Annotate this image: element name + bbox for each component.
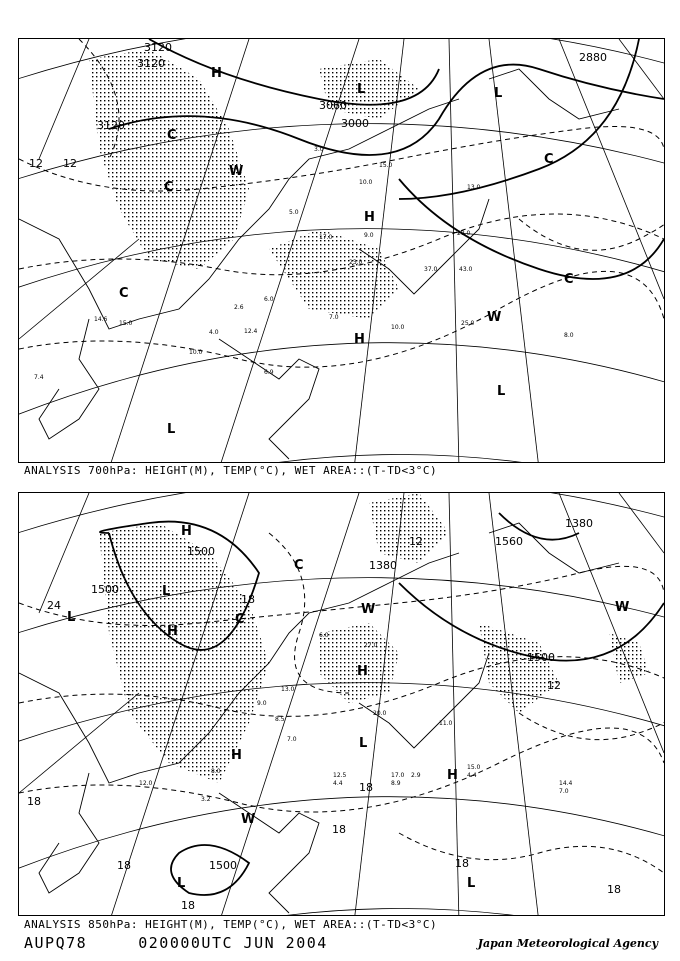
- station-value: 4.4: [467, 772, 477, 779]
- station-value: 27.0: [364, 642, 378, 649]
- station-value: 43.0: [459, 266, 473, 273]
- high-marker: H: [167, 624, 178, 639]
- station-value: 14.6: [94, 316, 108, 323]
- contour-label: 1380: [369, 559, 397, 572]
- map-700hpa: [19, 39, 664, 462]
- station-value: 4.0: [209, 329, 219, 336]
- station-value: 15.0: [467, 764, 481, 771]
- contour-label: 3120: [144, 41, 172, 54]
- warm-marker: W: [615, 600, 630, 615]
- contour-label: 1500: [187, 545, 215, 558]
- station-value: 8.0: [211, 768, 221, 775]
- station-value: 12.0: [139, 780, 153, 787]
- warm-marker: W: [229, 164, 244, 179]
- station-value: 9.0: [364, 232, 374, 239]
- high-marker: H: [354, 332, 365, 347]
- low-marker: L: [67, 610, 76, 625]
- low-marker: L: [467, 876, 476, 891]
- station-value: 11.0: [439, 720, 453, 727]
- cold-marker: C: [164, 180, 174, 195]
- product-header: [24, 934, 328, 952]
- station-value: 37.0: [424, 266, 438, 273]
- station-value: 17.0: [319, 234, 333, 241]
- contour-label: 18: [241, 593, 255, 606]
- contour-label: 1500: [91, 583, 119, 596]
- contour-label: 2880: [579, 51, 607, 64]
- contour-label: 12: [63, 157, 77, 170]
- station-value: 4.4: [333, 780, 343, 787]
- station-value: 25.0: [461, 320, 475, 327]
- high-marker: H: [357, 664, 368, 679]
- contour-label: 18: [117, 859, 131, 872]
- low-marker: L: [177, 876, 186, 891]
- chart-panel-850hpa: [18, 492, 665, 916]
- low-marker: L: [357, 82, 366, 97]
- cold-marker: C: [119, 286, 129, 301]
- station-value: 6.9: [264, 369, 274, 376]
- caption-700hpa: ANALYSIS 700hPa: HEIGHT(M), TEMP(°C), WET AREA::(T-TD<3°C): [24, 464, 438, 477]
- map-850hpa: [19, 493, 664, 915]
- station-value: 15.0: [119, 320, 133, 327]
- low-marker: L: [162, 584, 171, 599]
- contour-label: 1500: [209, 859, 237, 872]
- station-value: 20.0: [373, 710, 387, 717]
- station-value: 28.0: [457, 230, 471, 237]
- contour-label: 12: [29, 157, 43, 170]
- product-id: AUPQ78: [24, 934, 88, 952]
- warm-marker: W: [361, 602, 376, 617]
- caption-850hpa: ANALYSIS 850hPa: HEIGHT(M), TEMP(°C), WET AREA::(T-TD<3°C): [24, 918, 438, 931]
- low-marker: L: [497, 384, 506, 399]
- contour-label: 3060: [319, 99, 347, 112]
- station-value: 13.0: [467, 184, 481, 191]
- contour-label: 12: [547, 679, 561, 692]
- station-value: 8.0: [564, 332, 574, 339]
- station-value: 9.0: [257, 700, 267, 707]
- station-value: 13.0: [281, 686, 295, 693]
- contour-label: 18: [332, 823, 346, 836]
- station-value: 3.2: [201, 796, 211, 803]
- contour-label: 3120: [137, 57, 165, 70]
- station-value: 3.0: [314, 146, 324, 153]
- contour-label: 3120: [97, 119, 125, 132]
- station-value: 12.4: [244, 328, 258, 335]
- agency-name: Japan Meteorological Agency: [477, 937, 658, 950]
- high-marker: H: [211, 66, 222, 81]
- valid-time: 020000UTC JUN 2004: [138, 934, 328, 952]
- station-value: 17.0: [391, 772, 405, 779]
- station-value: 7.4: [34, 374, 44, 381]
- cold-marker: C: [294, 558, 304, 573]
- cold-marker: C: [167, 128, 177, 143]
- contour-label: 12: [409, 535, 423, 548]
- contour-label: 18: [181, 899, 195, 912]
- contour-label: 24: [47, 599, 61, 612]
- warm-marker: W: [241, 812, 256, 827]
- high-marker: H: [364, 210, 375, 225]
- contour-label: 1380: [565, 517, 593, 530]
- station-value: 8.5: [275, 716, 285, 723]
- station-value: 6.0: [264, 296, 274, 303]
- high-marker: H: [181, 524, 192, 539]
- station-value: 10.0: [359, 179, 373, 186]
- warm-marker: W: [487, 310, 502, 325]
- low-marker: L: [359, 736, 368, 751]
- station-value: 7.0: [559, 788, 569, 795]
- station-value: 6.0: [319, 632, 329, 639]
- station-value: 15.0: [379, 162, 393, 169]
- contour-label: 18: [27, 795, 41, 808]
- high-marker: H: [447, 768, 458, 783]
- contour-label: 3000: [341, 117, 369, 130]
- cold-marker: C: [564, 272, 574, 287]
- station-value: 10.0: [391, 324, 405, 331]
- station-value: 12.5: [333, 772, 347, 779]
- station-value: 23.0: [349, 259, 363, 266]
- high-marker: H: [231, 748, 242, 763]
- station-value: 7.0: [329, 314, 339, 321]
- chart-panel-700hpa: [18, 38, 665, 463]
- cold-marker: C: [544, 152, 554, 167]
- station-value: 7.0: [287, 736, 297, 743]
- station-value: 14.4: [559, 780, 573, 787]
- contour-label: 1500: [527, 651, 555, 664]
- contour-label: 1560: [495, 535, 523, 548]
- contour-label: 18: [607, 883, 621, 896]
- contour-label: 18: [359, 781, 373, 794]
- cold-marker: C: [235, 612, 245, 627]
- low-marker: L: [494, 86, 503, 101]
- station-value: 10.0: [189, 349, 203, 356]
- station-value: 2.9: [411, 772, 421, 779]
- station-value: 8.9: [391, 780, 401, 787]
- station-value: 5.0: [289, 209, 299, 216]
- station-value: 2.6: [234, 304, 244, 311]
- contour-label: 18: [455, 857, 469, 870]
- low-marker: L: [167, 422, 176, 437]
